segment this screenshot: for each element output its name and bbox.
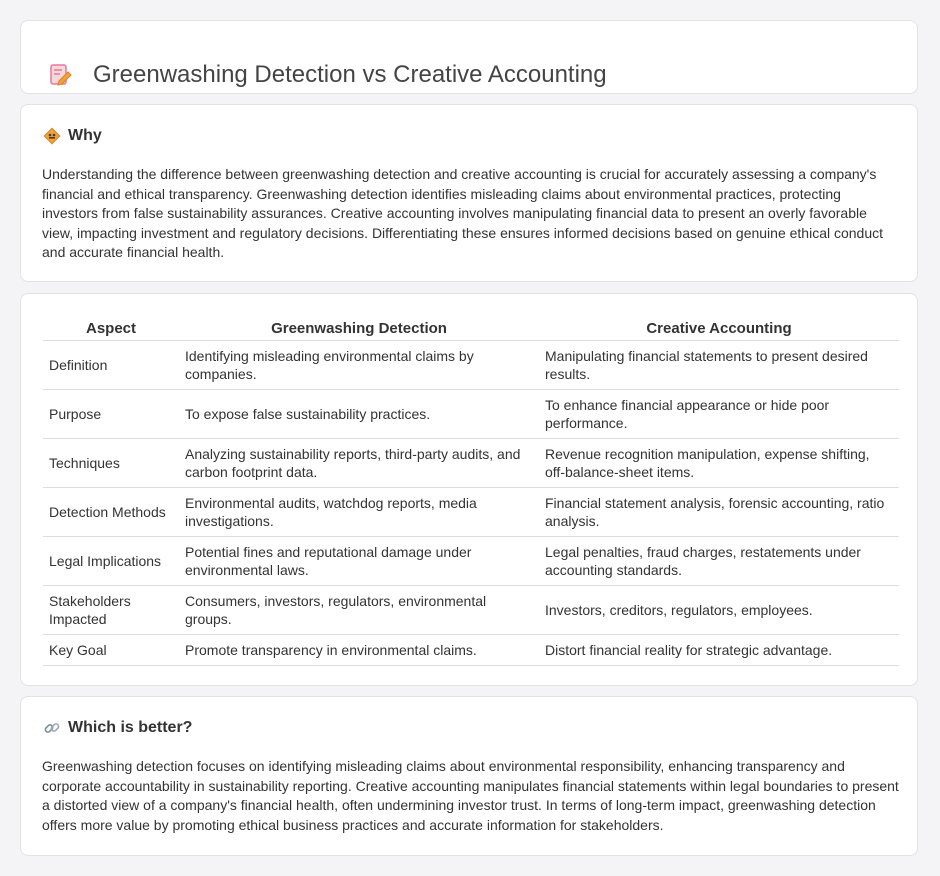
link-icon bbox=[43, 719, 61, 737]
cell-creative: Distort financial reality for strategic advantage. bbox=[539, 635, 899, 666]
diamond-sign-icon bbox=[43, 127, 61, 145]
cell-greenwashing: Promote transparency in environmental claims. bbox=[179, 635, 539, 666]
cell-creative: To enhance financial appearance or hide poor performance. bbox=[539, 390, 899, 439]
header-aspect: Aspect bbox=[43, 316, 179, 341]
table-row bbox=[43, 586, 899, 635]
table-row bbox=[43, 488, 899, 537]
cell-greenwashing: Identifying misleading environmental claims by companies. bbox=[179, 341, 539, 390]
better-text: Greenwashing detection focuses on identifying misleading claims about environmental responsibility, enhancing transparency and corporate accountability in sustainability reporting. Creative accounting manipulates financial statements within legal boundaries to present a distorted view of a company's financial health, often undermining investor trust. In terms of long-term impact, greenwashing detection offers more value by promoting ethical business practices and accurate information for stakeholders. bbox=[42, 758, 899, 833]
cell-aspect: Techniques bbox=[43, 439, 179, 488]
cell-aspect: Detection Methods bbox=[43, 488, 179, 537]
cell-greenwashing: Analyzing sustainability reports, third-party audits, and carbon footprint data. bbox=[179, 439, 539, 488]
cell-greenwashing: Potential fines and reputational damage under environmental laws. bbox=[179, 537, 539, 586]
table-row bbox=[43, 390, 899, 439]
cell-creative: Legal penalties, fraud charges, restatements under accounting standards. bbox=[539, 537, 899, 586]
better-heading bbox=[43, 719, 192, 737]
why-text: Understanding the difference between greenwashing detection and creative accounting is crucial for accurately assessing a company's financial and ethical transparency. Greenwashing detection identifies misleading claims about environmental practices, protecting investors from false sustainability assurances. Creative accounting involves manipulating financial data to present an overly favorable view, impacting investment and regulatory decisions. Differentiating these ensures informed decisions based on genuine ethical conduct and accurate financial health. bbox=[42, 166, 884, 260]
cell-creative: Revenue recognition manipulation, expense shifting, off-balance-sheet items. bbox=[539, 439, 899, 488]
cell-greenwashing: Environmental audits, watchdog reports, media investigations. bbox=[179, 488, 539, 537]
table-row bbox=[43, 537, 899, 586]
cell-aspect: Key Goal bbox=[43, 635, 179, 666]
table-row bbox=[43, 439, 899, 488]
better-title: Which is better? bbox=[68, 719, 193, 736]
cell-greenwashing: Consumers, investors, regulators, environmental groups. bbox=[179, 586, 539, 635]
cell-creative: Investors, creditors, regulators, employees. bbox=[539, 586, 899, 635]
cell-aspect: Purpose bbox=[43, 390, 179, 439]
page-title: Greenwashing Detection vs Creative Accounting bbox=[93, 61, 607, 89]
cell-creative: Manipulating financial statements to present desired results. bbox=[539, 341, 899, 390]
why-title: Why bbox=[68, 127, 102, 144]
cell-aspect: Legal Implications bbox=[43, 537, 179, 586]
cell-aspect: Definition bbox=[43, 341, 179, 390]
cell-creative: Financial statement analysis, forensic accounting, ratio analysis. bbox=[539, 488, 899, 537]
table-row bbox=[43, 635, 899, 666]
comparison-table-card bbox=[20, 293, 918, 686]
header-greenwashing: Greenwashing Detection bbox=[179, 316, 539, 341]
table-row bbox=[43, 341, 899, 390]
why-card bbox=[20, 104, 918, 282]
table-header-row bbox=[43, 316, 899, 341]
why-heading bbox=[43, 127, 102, 145]
header-creative: Creative Accounting bbox=[539, 316, 899, 341]
document-pencil-icon bbox=[47, 62, 73, 88]
cell-aspect: Stakeholders Impacted bbox=[43, 586, 179, 635]
title-row bbox=[47, 45, 607, 105]
header-card bbox=[20, 20, 918, 94]
which-better-card bbox=[20, 696, 918, 856]
comparison-table bbox=[43, 316, 899, 666]
cell-greenwashing: To expose false sustainability practices. bbox=[179, 390, 539, 439]
